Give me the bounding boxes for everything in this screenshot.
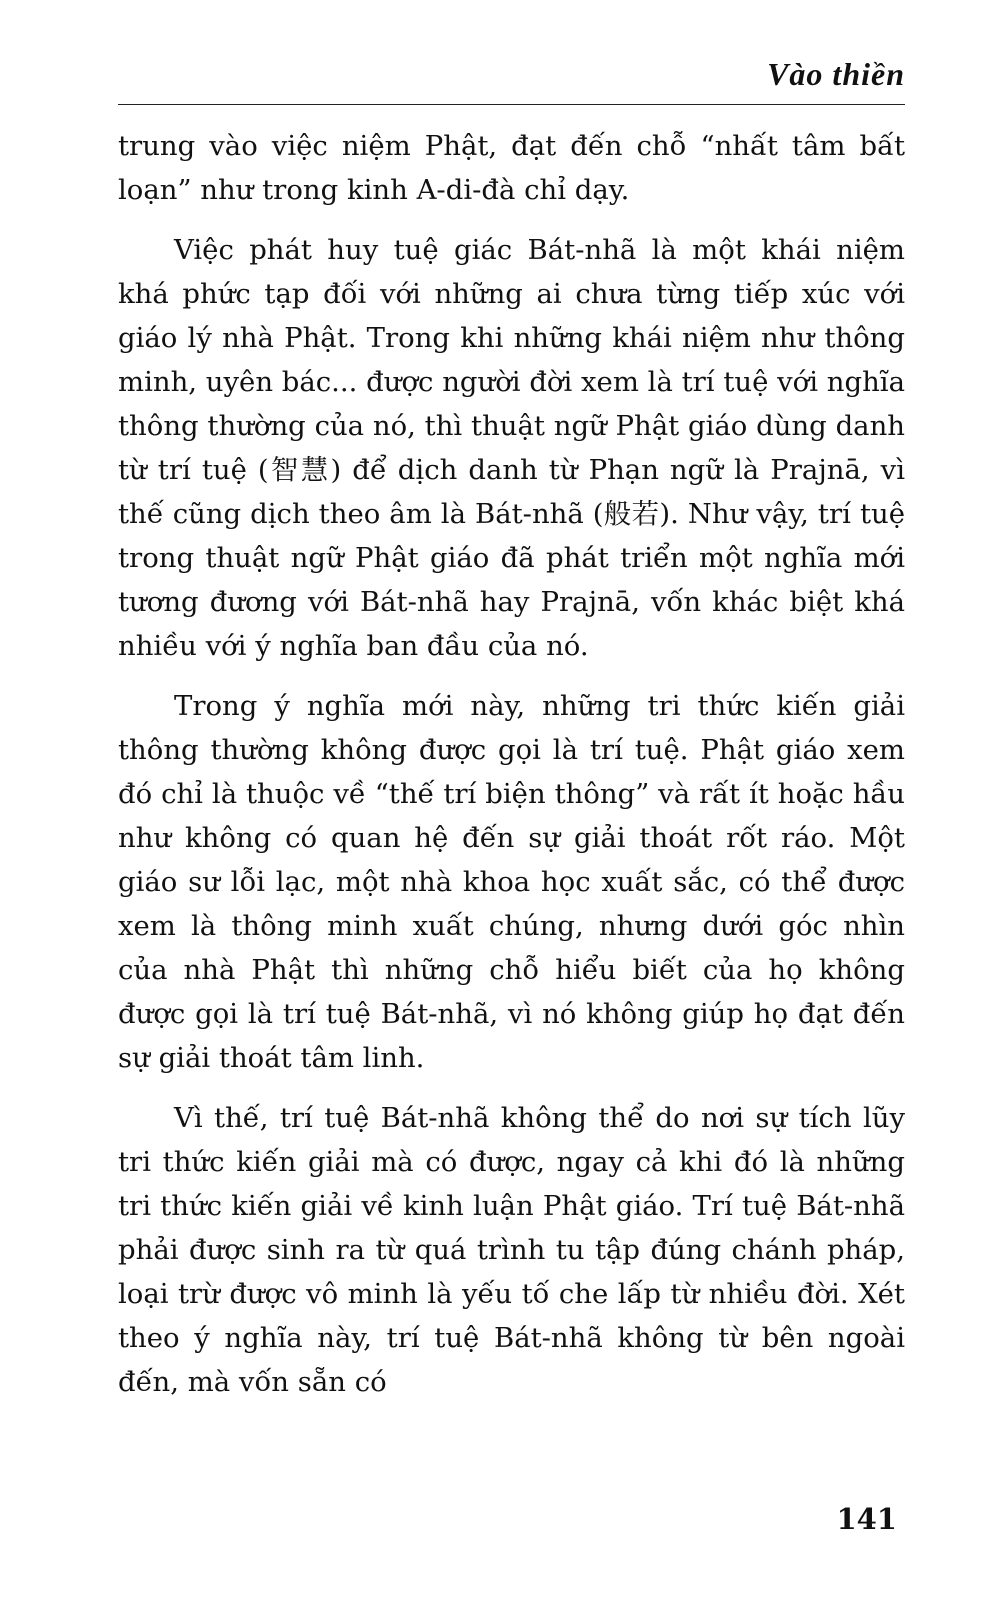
- paragraph: Trong ý nghĩa mới này, những tri thức kiến giải thông thường không được gọi là trí tuệ. Phật giáo xem đó chỉ là thuộc về “thế trí biện thông” và rất ít hoặc hầu như không có quan hệ đến sự giải thoát rốt ráo. Một giáo sư lỗi lạc, một nhà khoa học xuất sắc, có thể được xem là thông minh xuất chúng, nhưng dưới góc nhìn của nhà Phật thì những chỗ hiểu biết của họ không được gọi là trí tuệ Bát-nhã, vì nó không giúp họ đạt đến sự giải thoát tâm linh.: [118, 690, 905, 1074]
- paragraph-continued: trung vào việc niệm Phật, đạt đến chỗ “nhất tâm bất loạn” như trong kinh A-di-đà chỉ dạy.: [118, 130, 905, 206]
- paragraph: Việc phát huy tuệ giác Bát-nhã là một khái niệm khá phức tạp đối với những ai chưa từng tiếp xúc với giáo lý nhà Phật. Trong khi những khái niệm như thông minh, uyên bác... được người đời xem là trí tuệ với nghĩa thông thường của nó, thì thuật ngữ Phật giáo dùng danh từ trí tuệ (智慧) để dịch danh từ Phạn ngữ là Prajnā, vì thế cũng dịch theo âm là Bát-nhã (般若). Như vậy, trí tuệ trong thuật ngữ Phật giáo đã phát triển một nghĩa mới tương đương với Bát-nhã hay Prajnā, vốn khác biệt khá nhiều với ý nghĩa ban đầu của nó.: [118, 234, 905, 662]
- paragraph: Vì thế, trí tuệ Bát-nhã không thể do nơi sự tích lũy tri thức kiến giải mà có được, ngay cả khi đó là những tri thức kiến giải về kinh luận Phật giáo. Trí tuệ Bát-nhã phải được sinh ra từ quá trình tu tập đúng chánh pháp, loại trừ được vô minh là yếu tố che lấp từ nhiều đời. Xét theo ý nghĩa này, trí tuệ Bát-nhã không từ bên ngoài đến, mà vốn sẵn có: [118, 1102, 905, 1398]
- page-number: 141: [836, 1502, 897, 1536]
- running-header: [118, 52, 905, 105]
- page-body: [118, 124, 905, 1420]
- running-title: Vào thiền: [767, 56, 905, 92]
